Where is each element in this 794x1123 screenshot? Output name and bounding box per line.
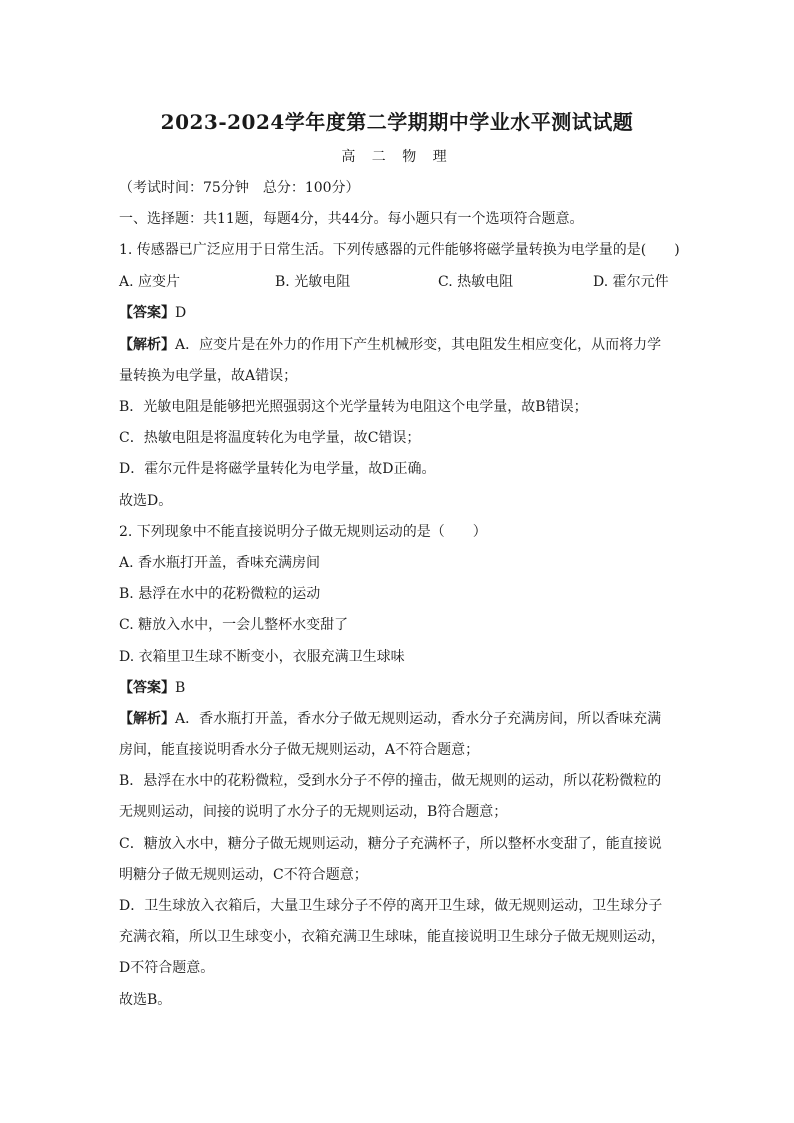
q2-answer [119, 677, 679, 697]
question-1-stem: 1. 传感器已广泛应用于日常生活。下列传感器的元件能够将磁学量转换为电学量的是( ) [119, 242, 680, 258]
q1-option-c: C. 热敏电阻 [438, 274, 514, 290]
q2-analysis-line: B．悬浮在水中的花粉微粒，受到水分子不停的撞击，做无规则的运动，所以花粉微粒的 [119, 773, 662, 789]
q1-analysis-line: B．光敏电阻是能够把光照强弱这个光学量转为电阻这个电学量，故B错误； [119, 399, 588, 415]
q1-analysis-line: C．热敏电阻是将温度转化为电学量，故C错误； [119, 430, 421, 446]
q2-option-a: A. 香水瓶打开盖，香味充满房间 [119, 555, 321, 571]
analysis-label: 【解析】 [119, 711, 175, 727]
analysis-text: A．香水瓶打开盖，香水分子做无规则运动，香水分子充满房间，所以香味充满 [175, 711, 662, 727]
exam-title: 2023-2024学年度第二学期期中学业水平测试试题 [160, 110, 634, 134]
question-2-stem: 2. 下列现象中不能直接说明分子做无规则运动的是（ ） [119, 524, 487, 540]
q1-option-b: B. 光敏电阻 [275, 274, 351, 290]
section-heading: 一、选择题：共11题，每题4分，共44分。每小题只有一个选项符合题意。 [119, 211, 584, 227]
q1-analysis-line: D．霍尔元件是将磁学量转化为电学量，故D正确。 [119, 461, 436, 477]
q1-analysis-line [119, 334, 679, 354]
q2-analysis-line [119, 708, 679, 728]
q2-analysis-line: 无规则运动，间接的说明了水分子的无规则运动，B符合题意； [119, 804, 508, 820]
analysis-label: 【解析】 [119, 337, 175, 353]
q1-option-d: D. 霍尔元件 [593, 274, 669, 290]
q1-option-a: A. 应变片 [119, 274, 181, 290]
q1-analysis-line: 故选D。 [119, 493, 173, 509]
q2-option-d: D. 衣箱里卫生球不断变小，衣服充满卫生球味 [119, 649, 405, 665]
answer-label: 【答案】 [119, 680, 175, 696]
exam-subtitle: 高 二 物 理 [341, 149, 453, 165]
q2-option-c: C. 糖放入水中，一会儿整杯水变甜了 [119, 617, 349, 633]
q2-option-b: B. 悬浮在水中的花粉微粒的运动 [119, 586, 321, 602]
analysis-text: A．应变片是在外力的作用下产生机械形变，其电阻发生相应变化，从而将力学 [175, 337, 662, 353]
exam-info: （考试时间：75分钟 总分：100分） [119, 180, 360, 196]
q2-analysis-line: D不符合题意。 [119, 960, 215, 976]
q2-analysis-line: 明糖分子做无规则运动，C不符合题意； [119, 867, 368, 883]
answer-label: 【答案】 [119, 305, 175, 321]
q2-analysis-line: 房间，能直接说明香水分子做无规则运动，A不符合题意； [119, 742, 480, 758]
q2-analysis-line: D．卫生球放入衣箱后，大量卫生球分子不停的离开卫生球，做无规则运动，卫生球分子 [119, 898, 663, 914]
q2-analysis-line: 故选B。 [119, 992, 172, 1008]
q1-analysis-line: 量转换为电学量，故A错误； [119, 368, 298, 384]
q1-answer [119, 302, 679, 322]
answer-value: D [175, 305, 187, 321]
q2-analysis-line: C．糖放入水中，糖分子做无规则运动，糖分子充满杯子，所以整杯水变甜了，能直接说 [119, 836, 662, 852]
answer-value: B [175, 680, 186, 696]
q2-analysis-line: 充满衣箱，所以卫生球变小，衣箱充满卫生球味，能直接说明卫生球分子做无规则运动， [119, 929, 665, 945]
